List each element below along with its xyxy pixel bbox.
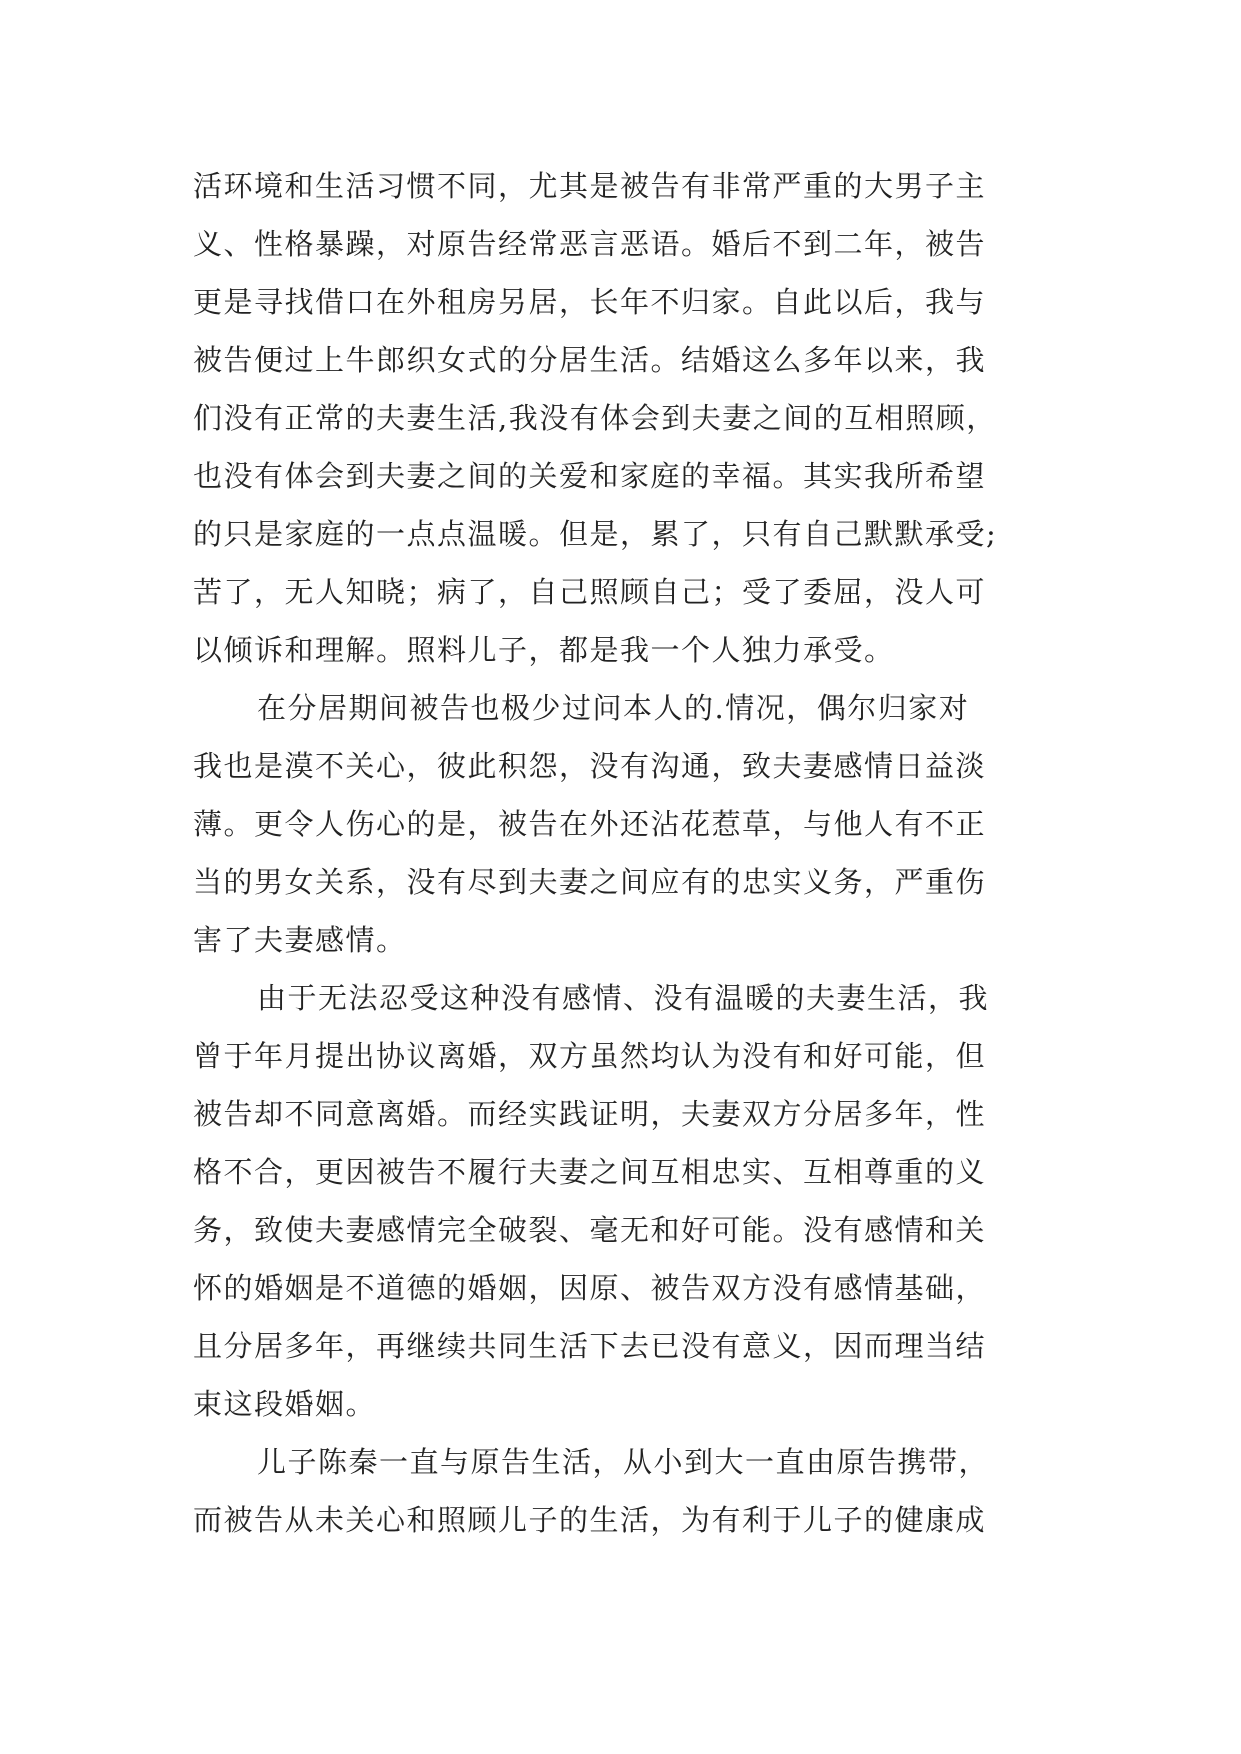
text-line: 而被告从未关心和照顾儿子的生活，为有利于儿子的健康成 [193, 1503, 987, 1537]
text-line: 的只是家庭的一点点温暖。但是，累了，只有自己默默承受; [193, 517, 998, 551]
text-line: 由于无法忍受这种没有感情、没有温暖的夫妻生活，我 [257, 981, 990, 1015]
text-line: 害了夫妻感情。 [193, 923, 407, 957]
text-line: 活环境和生活习惯不同，尤其是被告有非常严重的大男子主 [193, 169, 987, 203]
document-body [193, 157, 1053, 1549]
text-line: 更是寻找借口在外租房另居，长年不归家。自此以后，我与 [193, 285, 987, 319]
text-line: 当的男女关系，没有尽到夫妻之间应有的忠实义务，严重伤 [193, 865, 987, 899]
text-line: 义、性格暴躁，对原告经常恶言恶语。婚后不到二年，被告 [193, 227, 987, 261]
paragraph [193, 1433, 1053, 1549]
text-line: 儿子陈秦一直与原告生活，从小到大一直由原告携带， [257, 1445, 990, 1479]
text-line: 以倾诉和理解。照料儿子，都是我一个人独力承受。 [193, 633, 895, 667]
text-line: 怀的婚姻是不道德的婚姻，因原、被告双方没有感情基础， [193, 1271, 987, 1305]
text-line: 被告便过上牛郎织女式的分居生活。结婚这么多年以来，我 [193, 343, 987, 377]
text-line: 且分居多年，再继续共同生活下去已没有意义，因而理当结 [193, 1329, 987, 1363]
paragraph [193, 679, 1053, 969]
text-line: 我也是漠不关心，彼此积怨，没有沟通，致夫妻感情日益淡 [193, 749, 987, 783]
text-line: 也没有体会到夫妻之间的关爱和家庭的幸福。其实我所希望 [193, 459, 987, 493]
text-line: 务，致使夫妻感情完全破裂、毫无和好可能。没有感情和关 [193, 1213, 987, 1247]
text-line: 们没有正常的夫妻生活,我没有体会到夫妻之间的互相照顾， [193, 401, 997, 435]
text-line: 苦了，无人知晓；病了，自己照顾自己；受了委屈，没人可 [193, 575, 987, 609]
text-line: 薄。更令人伤心的是，被告在外还沾花惹草，与他人有不正 [193, 807, 987, 841]
text-line: 束这段婚姻。 [193, 1387, 377, 1421]
text-line: 曾于年月提出协议离婚，双方虽然均认为没有和好可能，但 [193, 1039, 987, 1073]
paragraph [193, 157, 1053, 679]
text-line: 被告却不同意离婚。而经实践证明，夫妻双方分居多年，性 [193, 1097, 987, 1131]
paragraph [193, 969, 1053, 1433]
text-line: 在分居期间被告也极少过问本人的.情况，偶尔归家对 [257, 691, 970, 725]
text-line: 格不合，更因被告不履行夫妻之间互相忠实、互相尊重的义 [193, 1155, 987, 1189]
